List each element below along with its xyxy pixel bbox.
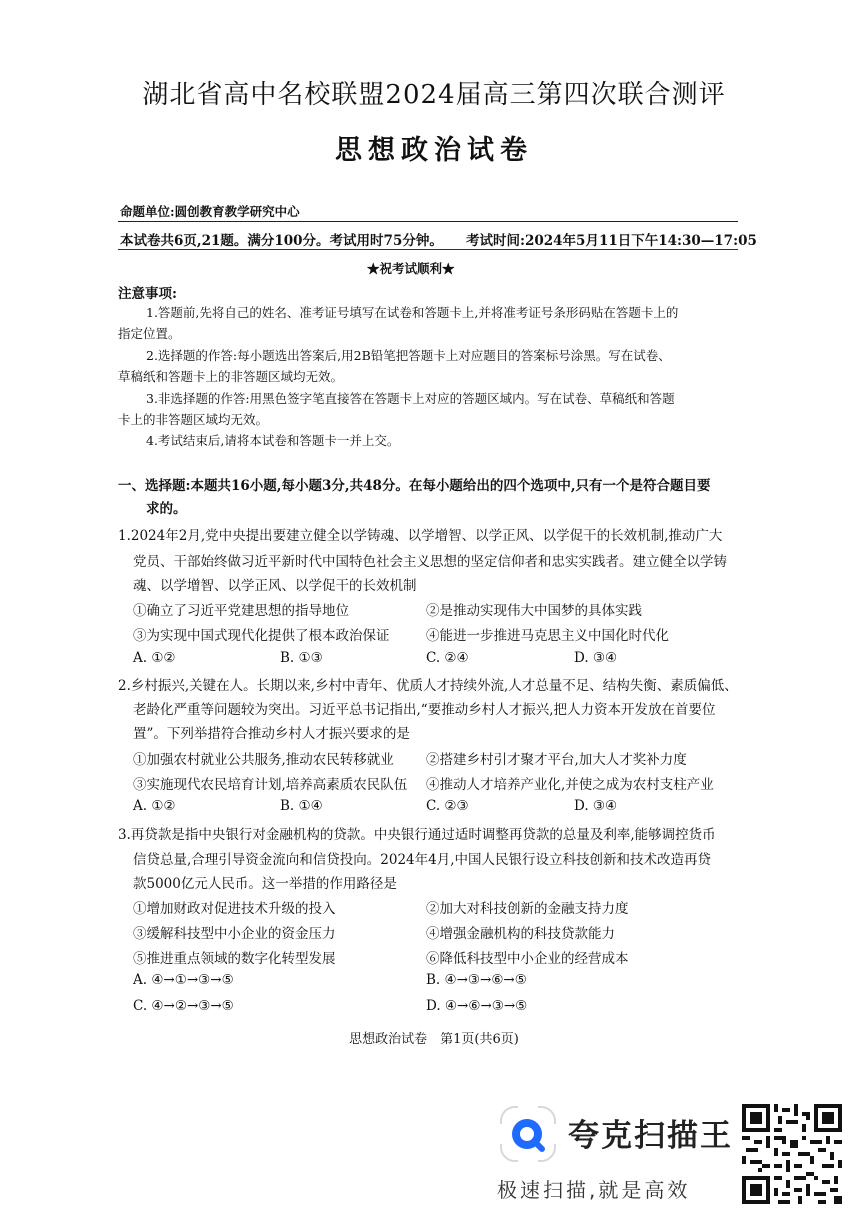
q2-statement-4: ④推动人才培养产业化,并使之成为农村支柱产业 [426, 777, 714, 793]
section-heading-cont: 求的。 [146, 501, 187, 517]
note-2: 2.选择题的作答:每小题选出答案后,用2B铅笔把答题卡上对应题目的答案标号涂黑。写在试卷、 [146, 348, 671, 363]
note-3: 3.非选择题的作答:用黑色签字笔直接答在答题卡上对应的答题区域内。写在试卷、草稿纸和答题 [146, 391, 675, 406]
q2-stem-line3: 置”。下列举措符合推动乡村人才振兴要求的是 [133, 726, 410, 742]
q3-statement-2: ②加大对科技创新的金融支持力度 [426, 901, 629, 917]
q1-stem-line2: 党员、干部始终做习近平新时代中国特色社会主义思想的坚定信仰者和忠实实践者。建立健全以学铸 [133, 554, 727, 570]
note-1-cont: 指定位置。 [118, 326, 181, 341]
q3-statement-3: ③缓解科技型中小企业的资金压力 [133, 926, 336, 942]
q2-stem-line1: 2.乡村振兴,关键在人。长期以来,乡村中青年、优质人才持续外流,人才总量不足、结构失衡、素质偏低、 [118, 678, 738, 694]
good-luck-line: ★祝考试顺利★ [367, 261, 455, 276]
q3-statement-6: ⑥降低科技型中小企业的经营成本 [426, 951, 629, 967]
section-heading: 一、选择题:本题共16小题,每小题3分,共48分。在每小题给出的四个选项中,只有一个是符合题目要 [118, 478, 711, 494]
q3-stem-line3: 款5000亿元人民币。这一举措的作用路径是 [133, 876, 397, 892]
q1-statement-4: ④能进一步推进马克思主义中国化时代化 [426, 628, 669, 644]
note-3-cont: 卡上的非答题区域均无效。 [118, 412, 269, 427]
q3-option-b: B. ④→③→⑥→⑤ [426, 972, 527, 988]
page-footer: 思想政治试卷 第1页(共6页) [349, 1032, 519, 1047]
q3-statement-1: ①增加财政对促进技术升级的投入 [133, 901, 336, 917]
q2-statement-2: ②搭建乡村引才聚才平台,加大人才奖补力度 [426, 752, 687, 768]
scanner-app-slogan: 极速扫描,就是高效 [497, 1178, 691, 1202]
q3-statement-4: ④增强金融机构的科技贷款能力 [426, 926, 615, 942]
q1-statement-1: ①确立了习近平党建思想的指导地位 [133, 603, 349, 619]
q2-option-d: D. ③④ [574, 798, 618, 814]
note-4: 4.考试结束后,请将本试卷和答题卡一并上交。 [146, 433, 400, 448]
q1-option-a: A. ①② [133, 650, 176, 666]
q2-option-a: A. ①② [133, 798, 176, 814]
q1-option-c: C. ②④ [426, 650, 469, 666]
proposition-unit: 命题单位:圆创教育教学研究中心 [120, 204, 300, 219]
q1-stem-line1: 1.2024年2月,党中央提出要建立健全以学铸魂、以学增智、以学正风、以学促干的长效机制,推动广大 [118, 528, 723, 544]
q2-option-c: C. ②③ [426, 798, 469, 814]
q3-stem-line1: 3.再贷款是指中央银行对金融机构的贷款。中央银行通过适时调整再贷款的总量及利率,能够调控货币 [118, 827, 716, 843]
q3-option-c: C. ④→②→③→⑤ [133, 998, 234, 1014]
q1-statement-3: ③为实现中国式现代化提供了根本政治保证 [133, 628, 390, 644]
q2-option-b: B. ①④ [280, 798, 323, 814]
q3-option-a: A. ④→①→③→⑤ [133, 972, 234, 988]
exam-subject-title: 思想政治试卷 [335, 135, 533, 166]
exam-title: 湖北省高中名校联盟2024届高三第四次联合测评 [142, 80, 726, 110]
divider-second [118, 249, 738, 250]
scanner-app-name: 夸克扫描王 [568, 1118, 733, 1154]
exam-info-right: 考试时间:2024年5月11日下午14:30—17:05 [466, 233, 757, 249]
exam-info-left: 本试卷共6页,21题。满分100分。考试用时75分钟。 [120, 233, 443, 249]
q3-stem-line2: 信贷总量,合理引导资金流向和信贷投向。2024年4月,中国人民银行设立科技创新和技术改造再贷 [133, 852, 712, 868]
q1-statement-2: ②是推动实现伟大中国梦的具体实践 [426, 603, 642, 619]
q2-statement-3: ③实施现代农民培育计划,培养高素质农民队伍 [133, 777, 408, 793]
q3-statement-5: ⑤推进重点领域的数字化转型发展 [133, 951, 336, 967]
q2-statement-1: ①加强农村就业公共服务,推动农民转移就业 [133, 752, 394, 768]
note-2-cont: 草稿纸和答题卡上的非答题区域均无效。 [118, 369, 344, 384]
notes-heading: 注意事项: [118, 286, 177, 302]
qr-code-icon [742, 1104, 842, 1204]
note-1: 1.答题前,先将自己的姓名、准考证号填写在试卷和答题卡上,并将准考证号条形码贴在答题卡上的 [146, 305, 679, 320]
q1-stem-line3: 魂、以学增智、以学正风、以学促干的长效机制 [133, 578, 417, 594]
q1-option-d: D. ③④ [574, 650, 618, 666]
q2-stem-line2: 老龄化严重等问题较为突出。习近平总书记指出,“要推动乡村人才振兴,把人力资本开发放在首要位 [133, 702, 716, 718]
scanner-app-logo-icon [498, 1104, 558, 1164]
q3-option-d: D. ④→⑥→③→⑤ [426, 998, 528, 1014]
divider-top [118, 221, 738, 222]
q1-option-b: B. ①③ [280, 650, 323, 666]
